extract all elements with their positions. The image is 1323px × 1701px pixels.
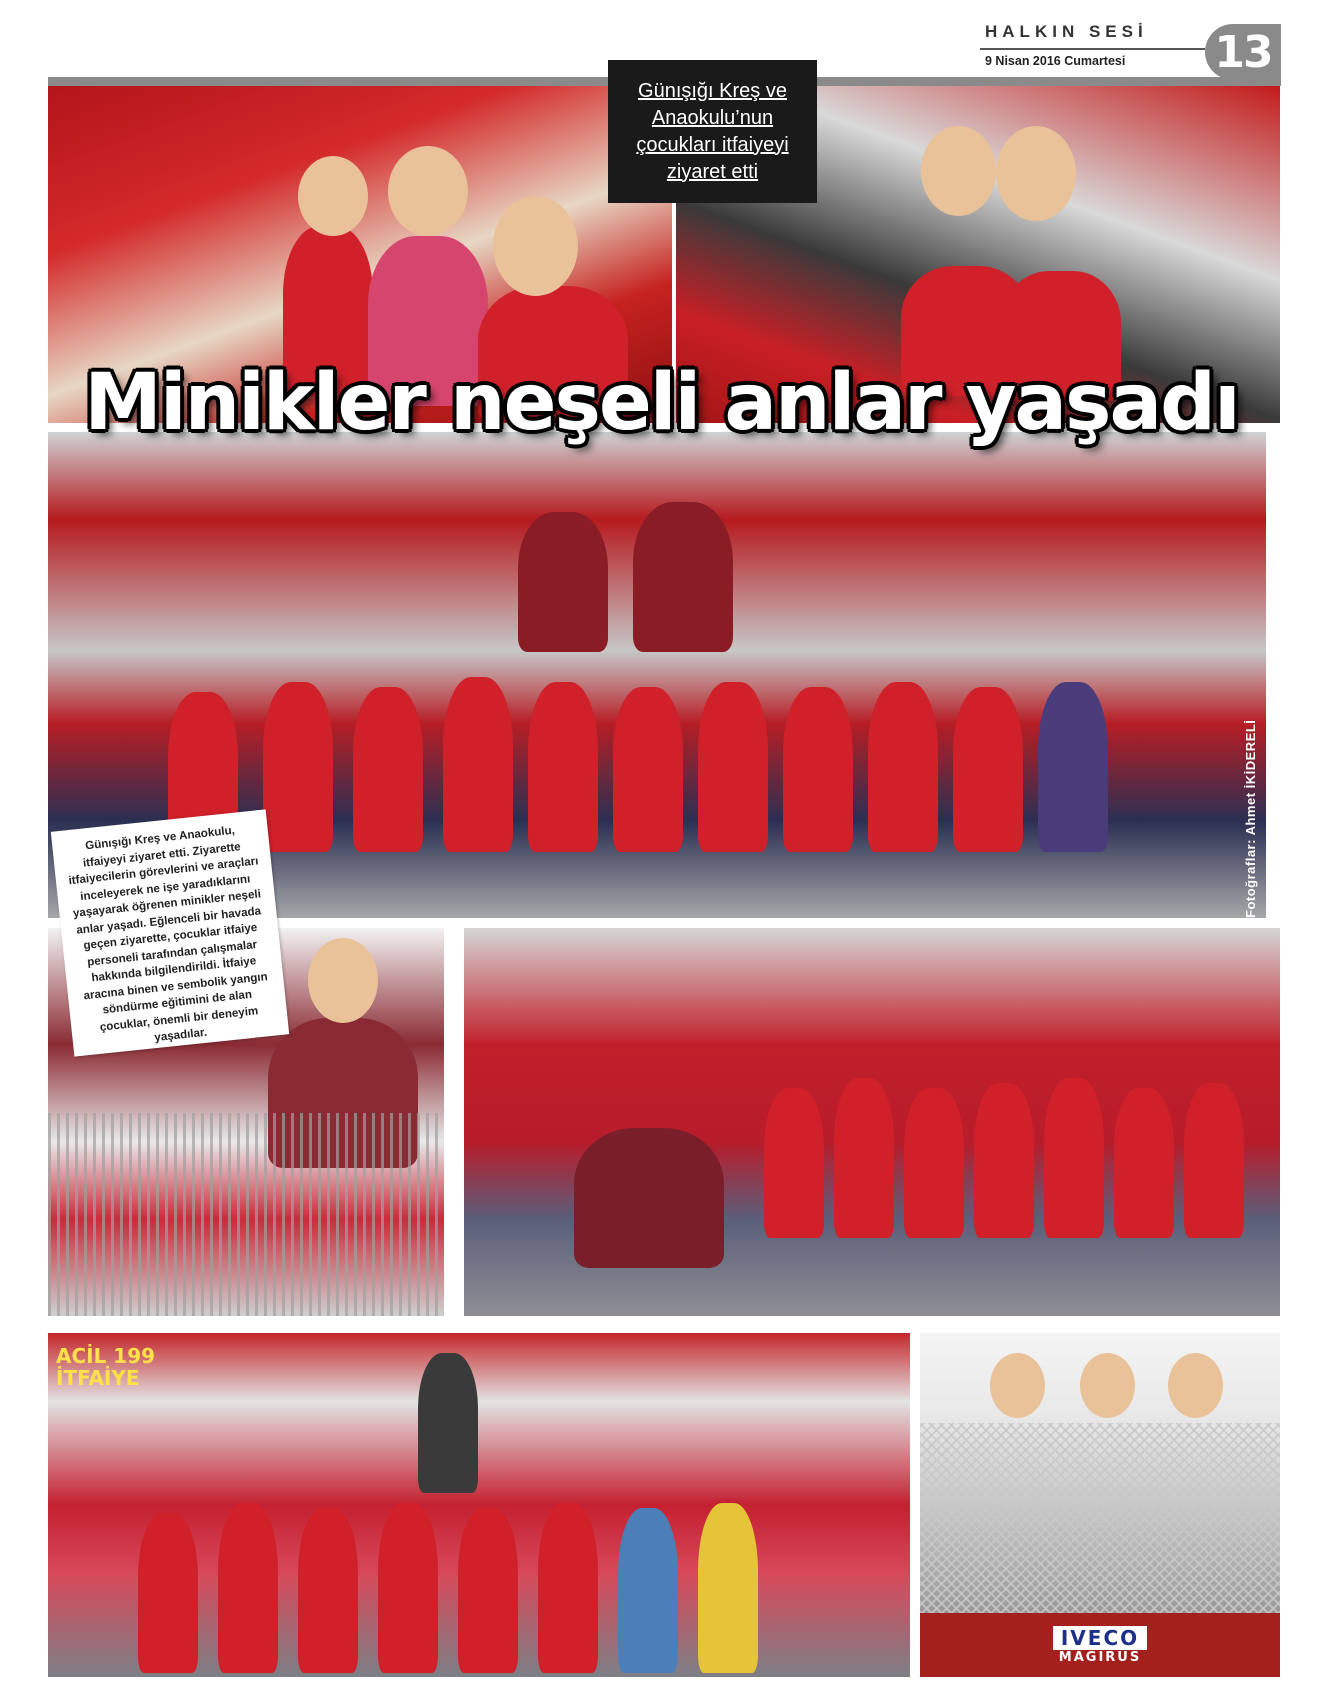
child-figure [538,1503,598,1673]
child-figure [698,682,768,852]
child-face [298,156,368,236]
magirus-logo-text: MAGIRUS [1058,1649,1142,1665]
photo-group-with-firefighters [48,1333,910,1677]
child-figure [528,682,598,852]
child-figure [904,1088,964,1238]
photo-hose-demonstration [464,928,1280,1316]
firefighter-face [308,938,378,1023]
child-figure [618,1508,678,1673]
child-figure [698,1503,758,1673]
caption-text: Günışığı Kreş ve Anaokulu, itfaiyeyi ziyaret etti. Ziyarette itfaiyecilerin görevlerini ve araçları inceleyerek ne işe yaradıklarını yaşayarak öğrenen minikler neşeli anlar yaşadı. Eğlenceli bir havada geçen ziyarette, çocuklar itfaiye personeli tarafından çalışmalar hakkında bilgilendirildi. İtfaiye aracına binen ve sembolik yangın söndürme eğitimini de alan çocuklar, önemli bir deneyim yaşadılar. [67,823,269,1045]
child-figure [263,682,333,852]
page-number-tab [1205,24,1281,80]
article-title-box [608,60,817,203]
page-number: 13 [1214,26,1272,78]
child-figure [1038,682,1108,852]
basket-mesh [920,1423,1280,1613]
basket-railing [48,1113,444,1316]
child-figure [298,1508,358,1673]
child-figure [613,687,683,852]
child-face [921,126,996,216]
child-figure [1114,1088,1174,1238]
firefighter-figure [574,1128,724,1268]
firefighter-figure [633,502,733,652]
adult-face [1080,1353,1135,1418]
child-figure [353,687,423,852]
photo-credit: Fotoğraflar: Ahmet İKİDERELİ [1243,719,1258,918]
iveco-logo-text: IVECO [1053,1626,1147,1650]
adult-face [990,1353,1045,1418]
child-figure [218,1503,278,1673]
issue-date: 9 Nisan 2016 Cumartesi [985,54,1126,68]
photo-basket-with-adults [920,1333,1280,1677]
child-figure [138,1513,198,1673]
child-figure [868,682,938,852]
header-rule [980,48,1205,50]
firefighter-in-gear [418,1353,478,1493]
masthead: HALKIN SESİ [985,22,1148,41]
child-figure [458,1508,518,1673]
child-face [493,196,578,296]
child-figure [443,677,513,852]
firefighter-figure [518,512,608,652]
child-figure [834,1078,894,1238]
child-figure [1044,1078,1104,1238]
child-figure [1184,1083,1244,1238]
headline: Minikler neşeli anlar yaşadı [84,358,1239,448]
child-face [996,126,1076,221]
child-face [388,146,468,236]
child-figure [974,1083,1034,1238]
caption-box [51,809,289,1056]
child-figure [953,687,1023,852]
adult-face [1168,1353,1223,1418]
child-figure [378,1503,438,1673]
article-title: Günışığı Kreş ve Anaokulu’nun çocukları itfaiyeyi ziyaret etti [636,79,789,183]
child-figure [764,1088,824,1238]
iveco-panel [920,1613,1280,1677]
child-figure [783,687,853,852]
acil-sign: ACİL 199 İTFAİYE [56,1344,156,1390]
